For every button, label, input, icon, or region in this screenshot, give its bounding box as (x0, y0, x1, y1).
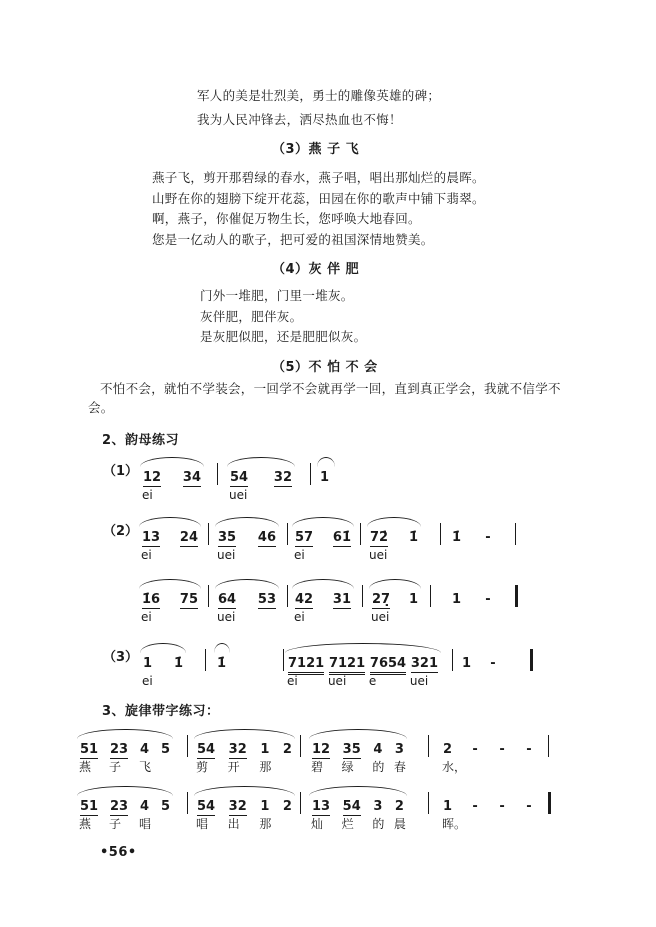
piece-3-line-4: 您是一亿动人的歌子，把可爱的祖国深情地赞美。 (152, 232, 434, 247)
note-digit: 5 (227, 530, 237, 545)
notes (498, 742, 506, 758)
piece-4-title: （4）灰 伴 肥 (272, 262, 360, 277)
note-digit: 5 (351, 742, 361, 757)
notes (525, 742, 533, 758)
note-digit: 2 (321, 742, 331, 757)
row-label: （3） (103, 650, 139, 665)
piece-3-line-3: 啊，燕子，你催促万物生长，您呼唤大地春回。 (152, 211, 421, 226)
note-group (341, 795, 361, 831)
note-digit: 5 (80, 742, 90, 757)
note-digit: 3 (394, 742, 404, 757)
lyric: 灿 (311, 817, 324, 831)
notes (197, 742, 215, 759)
note-digit: 4 (191, 470, 201, 485)
note-group (139, 795, 152, 831)
note-digit: 7 (304, 530, 314, 545)
notes (80, 799, 98, 816)
lyric: 的 (372, 760, 385, 774)
note-group (139, 738, 152, 774)
note-digit: 4 (373, 742, 383, 757)
note-digit: 4 (206, 742, 216, 757)
note-group (393, 795, 406, 831)
note-digit: 5 (388, 656, 398, 671)
note-digit: 4 (351, 799, 361, 814)
bar-line (187, 792, 188, 814)
lyric: 碧 (311, 760, 324, 774)
lyric: 出 (227, 817, 240, 831)
note-digit: 1 (443, 799, 453, 814)
note-group (372, 738, 385, 774)
note-group (259, 738, 272, 774)
piece-4-line-3: 是灰肥似肥，还是肥肥似灰。 (200, 329, 367, 344)
note-group (79, 795, 99, 831)
notes (395, 742, 404, 758)
notes (343, 799, 361, 816)
piece-5-title: （5）不 怕 不 会 (272, 360, 378, 375)
note-digit: 2 (306, 656, 316, 671)
note-digit: 1 (297, 656, 307, 671)
note-digit: 3 (119, 799, 129, 814)
note-digit: 4 (239, 470, 249, 485)
note-group (283, 738, 292, 758)
bar-line (548, 735, 549, 757)
measure (311, 795, 406, 831)
notes (443, 799, 452, 815)
note-digit: 5 (160, 799, 170, 814)
note-digit: 2 (110, 799, 120, 814)
lyric: ei (294, 548, 305, 562)
piece-4-line-1: 门外一堆肥，门里一堆灰。 (200, 288, 354, 303)
note-digit: 1 (260, 799, 270, 814)
lyric: 子 (109, 760, 122, 774)
note-digit: 1 (312, 742, 322, 757)
measure (79, 738, 170, 774)
note-digit: 2 (110, 742, 120, 757)
note-digit: 5 (197, 742, 207, 757)
notes (525, 799, 533, 815)
notes (197, 799, 215, 816)
piece-3-line-1: 燕子飞，剪开那碧绿的春水，燕子唱，唱出那灿烂的晨晖。 (152, 170, 485, 185)
notes (110, 742, 128, 759)
measure (442, 795, 533, 831)
lyric: 唱 (139, 817, 152, 831)
note-group (525, 738, 533, 758)
note-digit: 2 (394, 799, 404, 814)
note-digit: 1 (408, 592, 418, 607)
note-digit: - (472, 742, 478, 757)
notes (161, 742, 170, 758)
lyric: uei (217, 548, 236, 562)
note-digit: 1 (462, 656, 472, 671)
note-digit: 2̇ (379, 530, 389, 545)
note-digit: 4 (140, 742, 150, 757)
note-digit: 2 (347, 656, 357, 671)
note-digit: 1̇ (173, 656, 183, 671)
note-group (471, 738, 479, 758)
lyric: 剪 (196, 760, 209, 774)
note-digit: 4 (227, 592, 237, 607)
note-digit: 3 (218, 530, 228, 545)
bar-line (428, 735, 429, 757)
bar-line (187, 735, 188, 757)
lyric: 那 (259, 817, 272, 831)
note-digit: 4 (188, 530, 198, 545)
lyric: 开 (227, 760, 240, 774)
note-digit: - (526, 799, 532, 814)
note-digit: 3 (321, 799, 331, 814)
note-digit: - (485, 592, 491, 607)
note-digit: 3 (228, 742, 238, 757)
lyric: 晨 (393, 817, 406, 831)
lyric: 春 (393, 760, 406, 774)
note-digit: 5 (257, 592, 267, 607)
note-digit: 3 (273, 470, 283, 485)
notation-row (0, 795, 656, 839)
lyric: 燕 (79, 817, 92, 831)
note-digit: 1̇ (142, 592, 152, 607)
note-digit: 5 (188, 592, 198, 607)
note-digit: - (485, 530, 491, 545)
notes (373, 742, 382, 758)
note-digit: - (526, 742, 532, 757)
notes (343, 742, 361, 759)
note-digit: 1 (320, 470, 330, 485)
notes (229, 742, 247, 759)
note-group (79, 738, 99, 774)
note-digit: 1̇ (341, 530, 351, 545)
exercise-2-heading: 2、韵母练习 (102, 433, 180, 448)
final-bar-line (548, 792, 551, 814)
note-digit: 2 (282, 470, 292, 485)
notation-row (0, 738, 656, 782)
note-digit: 3 (228, 799, 238, 814)
lyric: 晖。 (442, 817, 467, 831)
note-digit: 1 (260, 742, 270, 757)
note-digit: - (499, 799, 505, 814)
note-group (196, 738, 216, 774)
note-digit: 4 (140, 799, 150, 814)
notes (283, 742, 292, 758)
notes (161, 799, 170, 815)
note-digit: 1̇ (217, 656, 227, 671)
lyric: ei (142, 674, 153, 688)
verse-line-2: 我为人民冲锋去，洒尽热血也不悔！ (197, 112, 402, 127)
lyric: ei (294, 610, 305, 624)
note-digit: 1 (315, 656, 325, 671)
note-digit: 7 (179, 592, 189, 607)
note-digit: 5 (230, 470, 240, 485)
note-digit: 6 (378, 656, 388, 671)
bar-line (300, 735, 301, 757)
lyric: uei (409, 674, 429, 688)
note-digit: 5 (342, 799, 352, 814)
note-digit: 6 (151, 592, 161, 607)
lyric: 飞 (139, 760, 152, 774)
lyric: 那 (259, 760, 272, 774)
note-digit: 1 (312, 799, 322, 814)
row-label: （2） (103, 524, 139, 539)
note-digit: 1 (338, 656, 348, 671)
note-digit: 2 (152, 470, 162, 485)
page-number: •56• (100, 845, 137, 860)
note-digit: 5 (80, 799, 90, 814)
note-digit: 1̇ (452, 530, 462, 545)
note-digit: - (490, 656, 496, 671)
note-digit: 4 (397, 656, 407, 671)
note-digit: 7 (370, 530, 380, 545)
note-digit: - (472, 799, 478, 814)
note-digit: 1 (143, 656, 153, 671)
note-group (311, 738, 331, 774)
note-digit: 2 (419, 656, 429, 671)
measure (196, 738, 292, 774)
notes (140, 799, 149, 815)
notes (140, 742, 149, 758)
note-group (442, 795, 467, 831)
measure (196, 795, 292, 831)
note-group (498, 795, 506, 815)
note-group (311, 795, 331, 831)
lyric: ei (142, 488, 153, 502)
lyric: e (368, 674, 377, 688)
notes (229, 799, 247, 816)
note-digit: 3 (266, 592, 276, 607)
note-digit: 6 (266, 530, 276, 545)
note-digit: 7 (369, 656, 379, 671)
note-digit: 5 (197, 799, 207, 814)
note-group (227, 738, 247, 774)
note-group (161, 795, 170, 815)
note-group (341, 738, 361, 774)
note-digit: 2 (282, 742, 292, 757)
bar-line (428, 792, 429, 814)
lyric: 烂 (341, 817, 354, 831)
lyric: uei (371, 610, 390, 624)
lyric: 的 (372, 817, 385, 831)
note-group (259, 795, 272, 831)
note-group (283, 795, 292, 815)
notes (312, 799, 330, 816)
notes (471, 742, 479, 758)
note-digit: 3 (151, 530, 161, 545)
lyric: 水， (442, 760, 467, 774)
exercise-3-heading: 3、旋律带字练习： (102, 704, 220, 719)
note-digit: 3 (373, 799, 383, 814)
measure (442, 738, 533, 774)
note-digit: 5 (295, 530, 305, 545)
note-digit: 3 (410, 656, 420, 671)
notes (110, 799, 128, 816)
notes (312, 742, 330, 759)
note-digit: 4 (206, 799, 216, 814)
lyric: 唱 (196, 817, 209, 831)
note-digit: 4 (257, 530, 267, 545)
measure (79, 795, 170, 831)
notes (395, 799, 404, 815)
row-label: （1） (103, 464, 139, 479)
note-digit: 6 (218, 592, 228, 607)
note-group (109, 738, 129, 774)
note-digit: 1 (89, 799, 99, 814)
note-digit: 3 (332, 592, 342, 607)
note-digit: - (499, 742, 505, 757)
note-digit: 2 (443, 742, 453, 757)
piece-5-line-2: 会。 (88, 400, 114, 415)
note-digit: 2 (282, 799, 292, 814)
notes (373, 799, 382, 815)
note-digit: 5 (160, 742, 170, 757)
note-digit: 4 (295, 592, 305, 607)
lyric: ei (141, 548, 152, 562)
notes (260, 742, 269, 758)
piece-3-title: （3）燕 子 飞 (272, 142, 360, 157)
note-digit: 2 (237, 799, 247, 814)
verse-line-1: 军人的美是壮烈美，勇士的雕像英雄的碑； (197, 88, 441, 103)
note-group (471, 795, 479, 815)
note-digit: 2 (179, 530, 189, 545)
lyric: ei (141, 610, 152, 624)
note-digit: 3 (182, 470, 192, 485)
note-group (525, 795, 533, 815)
note-digit: 7 (288, 656, 298, 671)
note-digit: 1 (356, 656, 366, 671)
note-digit: 6 (332, 530, 342, 545)
note-digit: 1 (89, 742, 99, 757)
lyric: 绿 (341, 760, 354, 774)
note-digit: 1̇ (408, 530, 418, 545)
note-digit: 1 (143, 470, 153, 485)
notes (443, 742, 452, 758)
notes (283, 799, 292, 815)
lyric: ei (287, 674, 298, 688)
lyric: uei (327, 674, 347, 688)
note-group (372, 795, 385, 831)
note-digit: 3 (342, 742, 352, 757)
notes (80, 742, 98, 759)
notes (498, 799, 506, 815)
note-group (196, 795, 216, 831)
note-digit: 2 (237, 742, 247, 757)
note-digit: 3 (119, 742, 129, 757)
note-group (498, 738, 506, 758)
note-digit: 2 (372, 592, 382, 607)
lyric: uei (369, 548, 388, 562)
piece-5-line-1: 不怕不会，就怕不学装会，一回学不会就再学一回，直到真正学会，我就不信学不 (100, 381, 561, 396)
lyric: uei (229, 488, 248, 502)
note-digit: 1 (142, 530, 152, 545)
note-group (393, 738, 406, 774)
note-digit: 7 (328, 656, 338, 671)
lyric: 子 (109, 817, 122, 831)
note-digit: 2 (304, 592, 314, 607)
notes (471, 799, 479, 815)
note-group (109, 795, 129, 831)
note-digit: 1 (428, 656, 438, 671)
note-digit: 1 (341, 592, 351, 607)
lyric: 燕 (79, 760, 92, 774)
lyric: uei (217, 610, 236, 624)
note-group (161, 738, 170, 758)
notes (260, 799, 269, 815)
note-group (227, 795, 247, 831)
piece-3-line-2: 山野在你的翅膀下绽开花蕊，田园在你的歌声中铺下翡翠。 (152, 191, 485, 206)
measure (311, 738, 406, 774)
note-digit: 1 (452, 592, 462, 607)
bar-line (300, 792, 301, 814)
note-group (442, 738, 467, 774)
piece-4-line-2: 灰伴肥，肥伴灰。 (200, 309, 303, 324)
note-digit: 7̣ (381, 592, 391, 607)
